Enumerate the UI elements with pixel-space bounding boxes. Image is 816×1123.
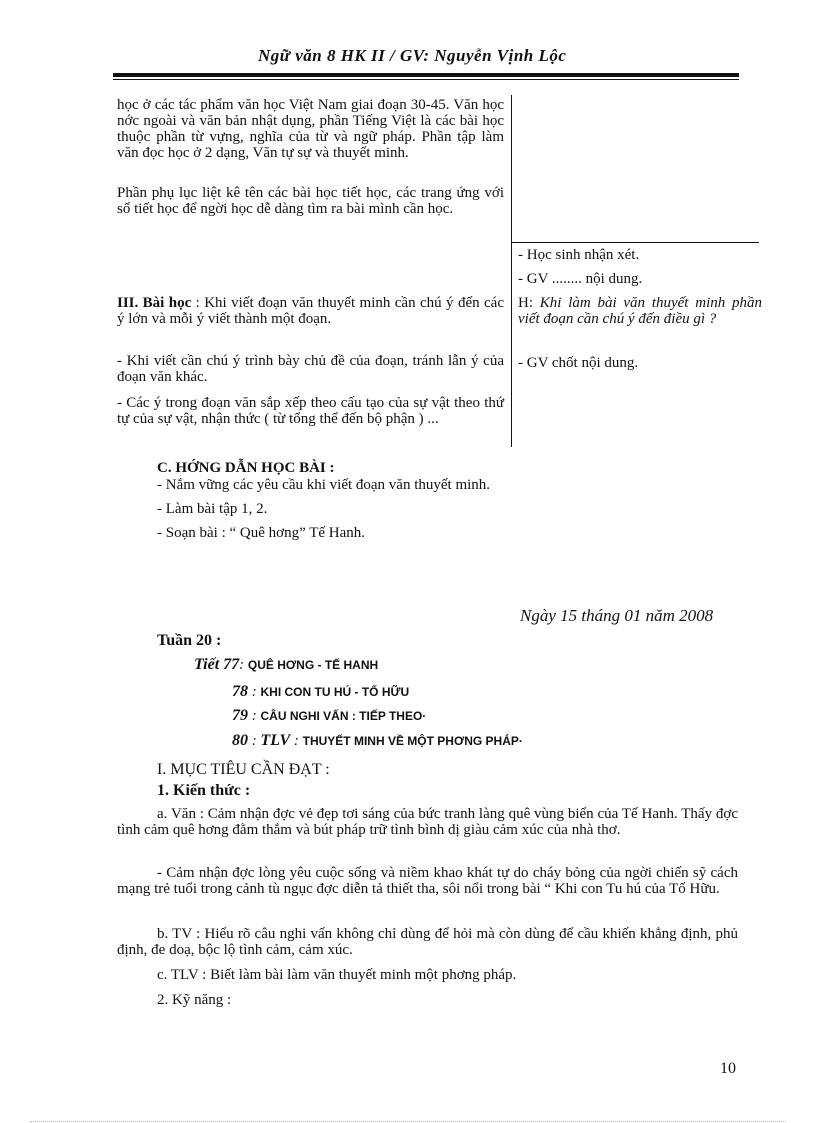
lesson-separator: : bbox=[290, 733, 303, 749]
right-note-2: - GV ........ nội dung. bbox=[518, 271, 643, 287]
lesson-separator: : bbox=[248, 708, 261, 724]
right-note-1: - Học sinh nhận xét. bbox=[518, 247, 640, 263]
page-bottom-border bbox=[30, 1121, 786, 1122]
right-question-prefix: H: bbox=[518, 295, 540, 311]
lesson-date: Ngày 15 tháng 01 năm 2008 bbox=[520, 606, 714, 625]
left-paragraph-4: - Khi viết cần chú ý trình bày chủ đề của đoạn, tránh lẫn ý của đoạn văn khác. bbox=[117, 353, 504, 385]
knowledge-heading: 1. Kiến thức : bbox=[157, 782, 251, 799]
header-rule-thick bbox=[113, 73, 739, 77]
header-rule-thin bbox=[113, 79, 739, 80]
guide-item: - Nắm vững các yêu cầu khi viết đoạn văn thuyết minh. bbox=[157, 477, 491, 493]
lesson-line-78 bbox=[232, 684, 409, 700]
objectives-heading: I. MỤC TIÊU CẦN ĐẠT : bbox=[157, 761, 330, 778]
right-question-text: Khi làm bài văn thuyết minh phần viết đoạn cần chú ý đến điều gì ? bbox=[518, 295, 762, 327]
lesson-number: 80 bbox=[232, 732, 248, 749]
left-paragraph-2: Phần phụ lục liệt kê tên các bài học tiết học, các trang ứng với số tiết học để ngời học dễ dàng tìm ra bài mình cần học. bbox=[117, 185, 504, 217]
lesson-separator: : bbox=[239, 657, 248, 673]
lesson-title: KHI CON TU HÚ - TỐ HỮU bbox=[260, 685, 410, 699]
skills-heading: 2. Kỹ năng : bbox=[157, 992, 232, 1008]
right-question bbox=[518, 295, 762, 327]
lesson-separator: : bbox=[248, 733, 261, 749]
lesson-number: 78 bbox=[232, 683, 248, 700]
lesson-separator: : bbox=[248, 684, 261, 700]
lesson-line-80 bbox=[232, 733, 523, 749]
table-vertical-divider bbox=[511, 95, 512, 447]
objective-a: a. Văn : Cảm nhận đợc vẻ đẹp tơi sáng của bức tranh làng quê vùng biển của Tế Hanh. Thấy đợc tình cảm quê hơng đằm thắm và bút pháp trữ tình bình dị giàu cảm xúc của nhà thơ. bbox=[117, 806, 738, 838]
objective-b: b. TV : Hiểu rõ câu nghi vấn không chỉ dùng để hỏi mà còn dùng để cầu khiến khẳng định, phủ định, đe doạ, bộc lộ tình cảm, cảm xúc. bbox=[117, 926, 738, 958]
lesson-section-paragraph bbox=[117, 295, 504, 327]
table-cell-divider bbox=[511, 242, 759, 243]
page-number: 10 bbox=[720, 1060, 736, 1077]
guide-item: - Soạn bài : “ Quê hơng” Tế Hanh. bbox=[157, 525, 366, 541]
objective-a2: - Cảm nhận đợc lòng yêu cuộc sống và niềm khao khát tự do cháy bỏng của ngời chiến sỹ cách mạng trẻ tuổi trong cảnh tù ngục đợc diễn tả thiết tha, sôi nổi trong bài “ Khi con Tu hú của Tố Hữu. bbox=[117, 865, 738, 897]
guide-heading: C. HỚNG DẪN HỌC BÀI : bbox=[157, 460, 335, 476]
objective-c: c. TLV : Biết làm bài làm văn thuyết minh một phơng pháp. bbox=[157, 967, 517, 983]
lesson-line-77 bbox=[194, 657, 378, 673]
lesson-number: 79 bbox=[232, 707, 248, 724]
right-note-4: - GV chốt nội dung. bbox=[518, 355, 639, 371]
week-heading: Tuần 20 : bbox=[157, 632, 222, 649]
lesson-title: QUÊ HƠNG - TẾ HANH bbox=[247, 658, 379, 672]
left-paragraph-5: - Các ý trong đoạn văn sắp xếp theo cấu tạo của sự vật theo thứ tự của sự vật, nhận thức ( từ tổng thể đến bộ phận ) ... bbox=[117, 395, 504, 427]
lesson-section-text: : Khi viết đoạn văn thuyết minh cần chú ý đến các ý lớn và mỗi ý viết thành một đoạn. bbox=[117, 295, 504, 327]
lesson-section-heading: III. Bài học bbox=[117, 295, 192, 311]
lesson-title: CÂU NGHI VẤN : TIẾP THEO· bbox=[260, 709, 427, 723]
left-paragraph-1: học ở các tác phẩm văn học Việt Nam giai đoạn 30-45. Văn học nớc ngoài và văn bản nhật dụng, phần Tiếng Việt là các bài học thuộc phần từ vựng, nghĩa của từ và ngữ pháp. Phần tập làm văn đọc học ở 2 dạng, Văn tự sự và thuyết minh. bbox=[117, 97, 504, 161]
lesson-title: THUYẾT MINH VỀ MỘT PHƠNG PHÁP· bbox=[302, 734, 523, 748]
lesson-tlv-label: TLV bbox=[260, 732, 291, 749]
header-text: Ngữ văn 8 HK II / GV: Nguyễn Vịnh Lộc bbox=[258, 46, 567, 65]
guide-item: - Làm bài tập 1, 2. bbox=[157, 501, 268, 517]
lesson-line-79 bbox=[232, 708, 426, 724]
lesson-number: Tiết 77 bbox=[194, 656, 240, 673]
